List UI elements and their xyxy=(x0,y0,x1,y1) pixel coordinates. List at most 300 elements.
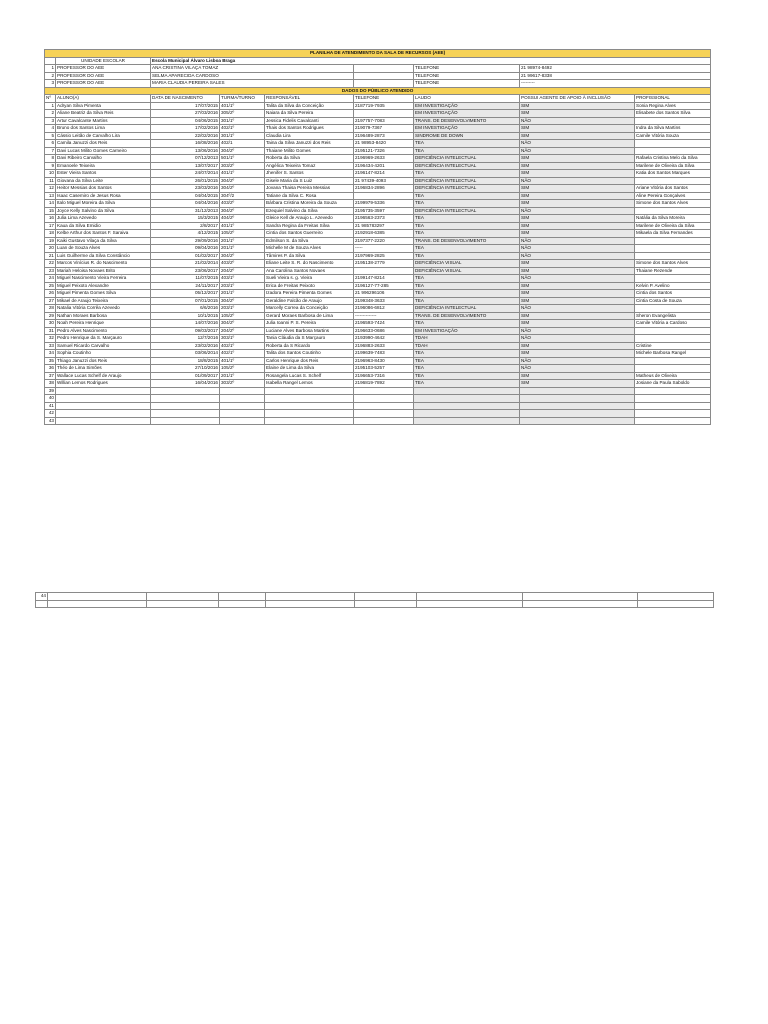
student-name: Julia Lima Azevedo xyxy=(56,215,151,223)
student-name: Bruno dos Santos Lima xyxy=(56,125,151,133)
guardian-name: Eliane Leite S. R. do Nascimento xyxy=(265,260,354,268)
professional: Rafaela Cristina Melo da Silva xyxy=(635,155,711,163)
student-row xyxy=(45,237,711,245)
row-number: 43 xyxy=(45,417,56,425)
guardian-name: Erica de Freitas Peixoto xyxy=(265,282,354,290)
student-name: Marcos Vinícius R. do Nascimento xyxy=(56,260,151,268)
row-number: 41 xyxy=(45,402,56,410)
guardian-phone: 2196969-2633 xyxy=(354,155,414,163)
row-number: 33 xyxy=(45,342,56,350)
row-number: 34 xyxy=(45,350,56,358)
student-name: Luis Guilherme da Silva Constâncio xyxy=(56,252,151,260)
guardian-name: Tatiane da Silva C. Rosa xyxy=(265,192,354,200)
row-number: 22 xyxy=(45,260,56,268)
fragment-row xyxy=(36,593,714,601)
professional: Ariane Vitória dos Santos xyxy=(635,185,711,193)
guardian-phone: 2193990-4642 xyxy=(354,335,414,343)
class-shift: 304/2º xyxy=(220,147,265,155)
row-number: 17 xyxy=(45,222,56,230)
guardian-phone: 2196489-2873 xyxy=(354,132,414,140)
class-shift: 402/1 xyxy=(220,140,265,148)
report: TEA xyxy=(414,170,520,178)
student-row xyxy=(45,320,711,328)
professional: Matheus de Oliveira xyxy=(635,372,711,380)
teacher-phone-label: TELEFONE xyxy=(414,65,520,73)
professional: Sonia Regina Alves xyxy=(635,102,711,110)
class-shift: 402/1º xyxy=(220,125,265,133)
report: TRANS. DE DESENVOLVIMENTO xyxy=(414,117,520,125)
support-agent: SIM xyxy=(520,132,635,140)
birth-date: 11/07/2015 xyxy=(151,275,220,283)
student-row xyxy=(45,275,711,283)
student-name: Giovana da Silva Leite xyxy=(56,177,151,185)
row-number: 19 xyxy=(45,237,56,245)
class-shift: 403/2º xyxy=(220,260,265,268)
row-number: 29 xyxy=(45,312,56,320)
student-row xyxy=(45,327,711,335)
professional: Natália da Silva Moreira xyxy=(635,215,711,223)
professional xyxy=(635,177,711,185)
student-row xyxy=(45,102,711,110)
class-shift: 301/1º xyxy=(220,132,265,140)
guardian-name: Jhenifer S. Santos xyxy=(265,170,354,178)
birth-date: 16/04/2016 xyxy=(151,380,220,388)
student-row xyxy=(45,147,711,155)
birth-date: 04/06/2015 xyxy=(151,117,220,125)
row-number: 39 xyxy=(45,387,56,395)
class-shift: 402/1º xyxy=(220,350,265,358)
student-name: Mikael de Araujo Teixeira xyxy=(56,297,151,305)
professional: Aline Pereira Gonçalves xyxy=(635,192,711,200)
student-name: Italo Miguel Moreira da Silva xyxy=(56,200,151,208)
guardian-name: Naiara da Silva Pereira xyxy=(265,110,354,118)
birth-date: 07/12/2013 xyxy=(151,155,220,163)
student-row xyxy=(45,245,711,253)
row-number: 40 xyxy=(45,395,56,403)
guardian-phone: 2196819-7892 xyxy=(354,380,414,388)
guardian-name: Michelle M de Souza Alves xyxy=(265,245,354,253)
teacher-label: PROFESSOR DO AEE xyxy=(56,80,151,88)
class-shift: 304/2º xyxy=(220,185,265,193)
professional xyxy=(635,140,711,148)
professional: Simone dos Santos Alves xyxy=(635,260,711,268)
row-number: 3 xyxy=(45,117,56,125)
guardian-name: Angélica Teixeira Tomaz xyxy=(265,162,354,170)
column-header: TURMA/TURNO xyxy=(220,95,265,103)
teacher-number: 3 xyxy=(45,80,56,88)
empty-row xyxy=(45,387,711,395)
birth-date: 4/12/2015 xyxy=(151,230,220,238)
row-number: 23 xyxy=(45,267,56,275)
student-row xyxy=(45,372,711,380)
student-row xyxy=(45,215,711,223)
guardian-phone: 2199639-7483 xyxy=(354,350,414,358)
professional: Camile Vitória Souza xyxy=(635,132,711,140)
teacher-number: 1 xyxy=(45,65,56,73)
professional xyxy=(635,365,711,373)
column-header: TELEFONE xyxy=(354,95,414,103)
birth-date: 07/01/2015 xyxy=(151,297,220,305)
guardian-phone: 2187719-7935 xyxy=(354,102,414,110)
empty-row xyxy=(45,417,711,425)
professional: Elisabete dos Santos Silva xyxy=(635,110,711,118)
report: DEFICIÊNCIA INTELECTUAL xyxy=(414,162,520,170)
guardian-name: Carlos Henrique dos Reis xyxy=(265,357,354,365)
teacher-name: SELMA APARECIDA CARDOSO xyxy=(151,72,354,80)
student-name: Luan de Souza Alves xyxy=(56,245,151,253)
support-agent: SIM xyxy=(520,170,635,178)
support-agent: SIM xyxy=(520,215,635,223)
report: DEFICIÊNCIA INTELECTUAL xyxy=(414,207,520,215)
student-row xyxy=(45,170,711,178)
report: TEA xyxy=(414,147,520,155)
column-header: Nº xyxy=(45,95,56,103)
support-agent: NÃO xyxy=(520,117,635,125)
row-number: 20 xyxy=(45,245,56,253)
student-row xyxy=(45,312,711,320)
guardian-phone: 2199348-3633 xyxy=(354,297,414,305)
report: EM INVESTIGAÇÃO xyxy=(414,102,520,110)
title-row xyxy=(45,50,711,58)
student-row xyxy=(45,185,711,193)
report: TEA xyxy=(414,350,520,358)
guardian-name: Roberta da Silva xyxy=(265,155,354,163)
birth-date: 23/03/2016 xyxy=(151,185,220,193)
support-agent: NÃO xyxy=(520,327,635,335)
student-name: Kaua da Silva Emidio xyxy=(56,222,151,230)
report: DEFICIÊNCIA VISUAL xyxy=(414,260,520,268)
support-agent: NÃO xyxy=(520,140,635,148)
support-agent: SIM xyxy=(520,110,635,118)
report: SINDROME DE DOWN xyxy=(414,132,520,140)
birth-date: 05/12/2017 xyxy=(151,290,220,298)
guardian-phone: 21 97439-4093 xyxy=(354,177,414,185)
student-row xyxy=(45,110,711,118)
support-agent: SIM xyxy=(520,230,635,238)
guardian-phone: 2195103-5257 xyxy=(354,365,414,373)
student-name: Noah Pereira Henrique xyxy=(56,320,151,328)
student-row xyxy=(45,155,711,163)
class-shift: 304/2º xyxy=(220,297,265,305)
teacher-phone-label: TELEFONE xyxy=(414,80,520,88)
report: TEA xyxy=(414,357,520,365)
guardian-name: Claudia Lira xyxy=(265,132,354,140)
guardian-name: Talita da Silva da Conceição xyxy=(265,102,354,110)
guardian-name: Luciane Alves Barbosa Martins xyxy=(265,327,354,335)
support-agent: SIM xyxy=(520,320,635,328)
guardian-name: Jessica Fidelis Cavalcanti xyxy=(265,117,354,125)
support-agent: NÃO xyxy=(520,335,635,343)
row-number: 32 xyxy=(45,335,56,343)
column-header: POSSUI AGENTE DE APOIO À INCLUSÃO xyxy=(520,95,635,103)
birth-date: 17/02/2016 xyxy=(151,125,220,133)
row-number: 44 xyxy=(36,593,48,601)
birth-date: 6/6/2016 xyxy=(151,305,220,313)
birth-date: 27/03/2016 xyxy=(151,110,220,118)
birth-date: 26/01/2015 xyxy=(151,177,220,185)
professional xyxy=(635,207,711,215)
row-number: 7 xyxy=(45,147,56,155)
guardian-name: Geraldine Falcão de Araujo xyxy=(265,297,354,305)
class-shift: 403/2º xyxy=(220,200,265,208)
guardian-phone xyxy=(354,110,414,118)
birth-date: 13/06/2016 xyxy=(151,147,220,155)
report: TEA xyxy=(414,282,520,290)
guardian-name: Thais dos Santos Rodrigues xyxy=(265,125,354,133)
professional xyxy=(635,357,711,365)
class-shift: 203/1º xyxy=(220,282,265,290)
support-agent: SIM xyxy=(520,380,635,388)
professional xyxy=(635,147,711,155)
class-shift: 105/2º xyxy=(220,312,265,320)
guardian-phone: 219079-7367 xyxy=(354,125,414,133)
birth-date: 01/09/2017 xyxy=(151,372,220,380)
support-agent: SIM xyxy=(520,162,635,170)
report: TEA xyxy=(414,140,520,148)
guardian-phone: ----- xyxy=(354,245,414,253)
guardian-name: Sandra Regina da Freitas Silva xyxy=(265,222,354,230)
report: TEA xyxy=(414,365,520,373)
row-number: 31 xyxy=(45,327,56,335)
teacher-phone: --------- xyxy=(520,80,711,88)
birth-date: 14/07/2016 xyxy=(151,320,220,328)
guardian-phone: 2196834-2896 xyxy=(354,185,414,193)
teacher-phone-label: TELEFONE xyxy=(414,72,520,80)
professional: Cristine xyxy=(635,342,711,350)
professional: Marilene de Oliveira da Silva xyxy=(635,222,711,230)
guardian-name: Gleice Kell de Araujo L. Azevedo xyxy=(265,215,354,223)
support-agent: SIM xyxy=(520,350,635,358)
professional xyxy=(635,252,711,260)
row-number: 25 xyxy=(45,282,56,290)
student-name: Davi Ribeiro Carvalho xyxy=(56,155,151,163)
row-number: 36 xyxy=(45,365,56,373)
row-number: 28 xyxy=(45,305,56,313)
row-number: 15 xyxy=(45,207,56,215)
student-row xyxy=(45,282,711,290)
guardian-phone: 2199147-8214 xyxy=(354,275,414,283)
professional: Kelvin P. Avelino xyxy=(635,282,711,290)
guardian-phone: 21 98953-8420 xyxy=(354,140,414,148)
support-agent: NÃO xyxy=(520,357,635,365)
guardian-phone: 2196633-0686 xyxy=(354,327,414,335)
student-name: Kaiki Gustavo Vilaça da Silva xyxy=(56,237,151,245)
report: DEFICIÊNCIA INTELECTUAL xyxy=(414,155,520,163)
professional: Josiane da Paula Saboldo xyxy=(635,380,711,388)
student-name: Miguel Pimenta Gomes Silva xyxy=(56,290,151,298)
teacher-row xyxy=(45,65,711,73)
row-number: 42 xyxy=(45,410,56,418)
school-name: Escola Municipal Álvaro Lisboa Braga xyxy=(151,57,711,65)
student-row xyxy=(45,357,711,365)
guardian-name: Isabella Rangel Lemos xyxy=(265,380,354,388)
row-number: 2 xyxy=(45,110,56,118)
support-agent: SIM xyxy=(520,200,635,208)
student-row xyxy=(45,365,711,373)
student-name: Ester Vieira Santos xyxy=(56,170,151,178)
guardian-phone: 2196086-6812 xyxy=(354,305,414,313)
birth-date: 04/04/2015 xyxy=(151,192,220,200)
professional xyxy=(635,117,711,125)
support-agent: SIM xyxy=(520,155,635,163)
report: TDAH xyxy=(414,342,520,350)
report: TEA xyxy=(414,245,520,253)
teacher-phone: 21 98974-8492 xyxy=(520,65,711,73)
report: EM INVESTIGAÇÃO xyxy=(414,125,520,133)
class-shift: 401/1º xyxy=(220,222,265,230)
teacher-name: MARIA CLAUDIA PEREIRA SALES xyxy=(151,80,354,88)
student-name: Pedro Henrique da S. Marçauro xyxy=(56,335,151,343)
guardian-phone: 2196434-4201 xyxy=(354,162,414,170)
student-name: Nathan Moraes Barbosa xyxy=(56,312,151,320)
birth-date: 2/8/2017 xyxy=(151,222,220,230)
row-number: 18 xyxy=(45,230,56,238)
professional xyxy=(635,327,711,335)
support-agent: NÃO xyxy=(520,245,635,253)
support-agent: SIM xyxy=(520,102,635,110)
professional: Indra da Silva Martins xyxy=(635,125,711,133)
support-agent: SIM xyxy=(520,222,635,230)
row-number xyxy=(36,600,48,608)
report: TEA xyxy=(414,222,520,230)
row-number: 26 xyxy=(45,290,56,298)
support-agent: NÃO xyxy=(520,365,635,373)
professional xyxy=(635,245,711,253)
row-number: 35 xyxy=(45,357,56,365)
birth-date: 27/10/2016 xyxy=(151,365,220,373)
class-shift: 303/2º xyxy=(220,380,265,388)
student-name: Davi Lucas Milito Gomes Carneiro xyxy=(56,147,151,155)
birth-date: 24/07/2014 xyxy=(151,170,220,178)
class-shift: 304/2º xyxy=(220,320,265,328)
row-number: 11 xyxy=(45,177,56,185)
professional: Cintia dos Santos xyxy=(635,290,711,298)
professional: Sheron Evangelista xyxy=(635,312,711,320)
birth-date: 18/8/2015 xyxy=(151,357,220,365)
student-name: Camila Januzzi dos Reis xyxy=(56,140,151,148)
teacher-row xyxy=(45,72,711,80)
student-row xyxy=(45,162,711,170)
guardian-phone xyxy=(354,192,414,200)
student-name: Natalia Vitória Corrêa Azevedo xyxy=(56,305,151,313)
class-shift: 203/1º xyxy=(220,305,265,313)
section-row xyxy=(45,87,711,95)
guardian-phone: 2196653-7316 xyxy=(354,372,414,380)
guardian-name: Thaiane Milito Gomes xyxy=(265,147,354,155)
student-name: Heitor Messias dos Santos xyxy=(56,185,151,193)
column-header: RESPONSÁVEL xyxy=(265,95,354,103)
report: TEA xyxy=(414,215,520,223)
student-row xyxy=(45,380,711,388)
student-row xyxy=(45,192,711,200)
professional: Michele Barbosa Rangel xyxy=(635,350,711,358)
report: EM INVESTIGAÇÃO xyxy=(414,327,520,335)
professional: Thaiane Rezende xyxy=(635,267,711,275)
birth-date: 09/03/2017 xyxy=(151,327,220,335)
report: DEFICIÊNCIA VISUAL xyxy=(414,267,520,275)
guardian-phone: 21 985783297 xyxy=(354,222,414,230)
report: TRANS. DE DESENVOLVIMENTO xyxy=(414,312,520,320)
guardian-phone: 2196593-7424 xyxy=(354,320,414,328)
birth-date: 09/04/2016 xyxy=(151,245,220,253)
student-name: Aliane Beatriz da Silva Reis xyxy=(56,110,151,118)
class-shift: 304/2º xyxy=(220,177,265,185)
guardian-name: Taina da Silva Januzzi dos Reis xyxy=(265,140,354,148)
support-agent: SIM xyxy=(520,342,635,350)
row-number: 27 xyxy=(45,297,56,305)
row-number: 8 xyxy=(45,155,56,163)
support-agent: SIM xyxy=(520,125,635,133)
row-number: 9 xyxy=(45,162,56,170)
report: TEA xyxy=(414,372,520,380)
guardian-phone: 2195138-2779 xyxy=(354,260,414,268)
student-row xyxy=(45,342,711,350)
student-row xyxy=(45,230,711,238)
column-header-row xyxy=(45,95,711,103)
birth-date: 17/07/2015 xyxy=(151,102,220,110)
birth-date: 16/08/2016 xyxy=(151,140,220,148)
support-agent: SIM xyxy=(520,372,635,380)
guardian-name: Ezequiel Salvino da Silva xyxy=(265,207,354,215)
row-number: 5 xyxy=(45,132,56,140)
support-agent: SIM xyxy=(520,282,635,290)
student-row xyxy=(45,222,711,230)
teacher-number: 2 xyxy=(45,72,56,80)
student-name: Mariah Heloisa Novaes Brito xyxy=(56,267,151,275)
professional xyxy=(635,305,711,313)
birth-date: 15/3/2015 xyxy=(151,215,220,223)
report: TEA xyxy=(414,192,520,200)
birth-date: 22/02/2016 xyxy=(151,132,220,140)
support-agent: NÃO xyxy=(520,275,635,283)
class-shift: 401/1º xyxy=(220,357,265,365)
empty-row xyxy=(45,395,711,403)
support-agent: NÃO xyxy=(520,252,635,260)
class-shift: 105/2º xyxy=(220,365,265,373)
student-row xyxy=(45,297,711,305)
teacher-label: PROFESSOR DO AEE xyxy=(56,65,151,73)
class-shift: 304/2º xyxy=(220,252,265,260)
guardian-name: Gisele Maria da S Luiz xyxy=(265,177,354,185)
teacher-label: PROFESSOR DO AEE xyxy=(56,72,151,80)
birth-date: 13/07/2017 xyxy=(151,162,220,170)
guardian-name: Talita dos Santos Coutinho xyxy=(265,350,354,358)
support-agent: SIM xyxy=(520,297,635,305)
class-shift: 402/1º xyxy=(220,342,265,350)
guardian-name: Elaine de Lima da Silva xyxy=(265,365,354,373)
student-name: Kelbe Arthur dos Santos F. Saraiva xyxy=(56,230,151,238)
professional xyxy=(635,275,711,283)
guardian-name: Izadora Pereira Pimenta Gomes xyxy=(265,290,354,298)
report: TEA xyxy=(414,290,520,298)
support-agent: SIM xyxy=(520,267,635,275)
row-number: 37 xyxy=(45,372,56,380)
row-number: 12 xyxy=(45,185,56,193)
student-row xyxy=(45,200,711,208)
professional: Camile Vitória a Cardoso xyxy=(635,320,711,328)
guardian-phone: -------------- xyxy=(354,312,414,320)
guardian-phone xyxy=(354,267,414,275)
empty-row xyxy=(45,410,711,418)
class-shift: 304º/2 xyxy=(220,192,265,200)
guardian-phone: 2197757-7083 xyxy=(354,117,414,125)
class-shift: 301/1º xyxy=(220,117,265,125)
teacher-name: ANA CRISTINA VILAÇA TOMAZ xyxy=(151,65,354,73)
guardian-name: Julia Ioanni P. S. Pereira xyxy=(265,320,354,328)
professional: Katia dos Santos Marques xyxy=(635,170,711,178)
attendance-sheet xyxy=(44,49,711,425)
student-name: Miguel Peixoto Alexandre xyxy=(56,282,151,290)
